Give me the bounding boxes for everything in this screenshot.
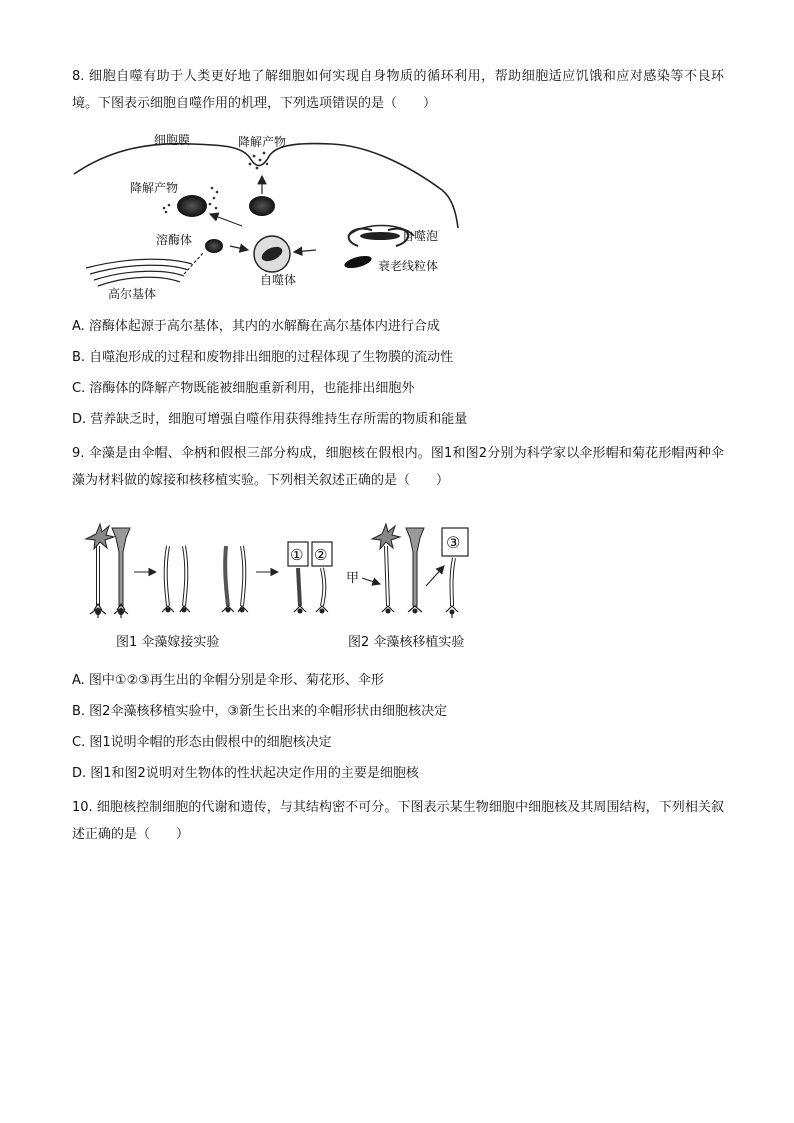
question-10-text: 10. 细胞核控制细胞的代谢和遗传，与其结构密不可分。下图表示某生物细胞中细胞核及其周围结构，下列相关叙述正确的是（ ） [72,800,724,842]
label-membrane: 细胞膜 [154,133,191,147]
mark-3: ③ [446,533,461,552]
acetabularia-figure [76,518,496,658]
q8-option-d: D. 营养缺乏时，细胞可增强自噬作用获得维持生存所需的物质和能量 [72,412,468,427]
question-9-text: 9. 伞藻是由伞帽、伞柄和假根三部分构成，细胞核在假根内。图1和图2分别为科学家以伞形帽和菊花形帽两种伞藻为材料做的嫁接和核移植实验。下列相关叙述正确的是（ ） [72,446,724,488]
star-cap [86,524,114,549]
q8-option-b: B. 自噬泡形成的过程和废物排出细胞的过程体现了生物膜的流动性 [72,350,454,365]
label-lysosome: 溶酶体 [156,233,193,247]
secondary-lysosome [177,195,207,217]
label-product-left: 降解产物 [130,181,179,195]
q9-option-a: A. 图中①②③再生出的伞帽分别是伞形、菊花形、伞形 [72,673,384,688]
umbrella-cap [112,528,130,606]
q9-option-b: B. 图2伞藻核移植实验中，③新生长出来的伞帽形状由细胞核决定 [72,704,448,719]
q8-option-a: A. 溶酶体起源于高尔基体，其内的水解酶在高尔基体内进行合成 [72,319,440,334]
mark-1: ① [290,546,304,564]
label-autophagosome: 自噬体 [260,273,297,287]
golgi-apparatus [86,259,192,286]
label-product-top: 降解产物 [238,135,287,149]
label-golgi: 高尔基体 [108,287,157,301]
autophagy-figure [72,128,462,304]
q9-option-d: D. 图1和图2说明对生物体的性状起决定作用的主要是细胞核 [72,766,419,781]
aged-mitochondrion [343,254,373,271]
q8-option-c: C. 溶酶体的降解产物既能被细胞重新利用，也能排出细胞外 [72,381,415,396]
lysosome [205,239,223,253]
exocytosis-vesicle [249,196,275,216]
q9-option-c: C. 图1说明伞帽的形态由假根中的细胞核决定 [72,735,332,750]
label-jia: 甲 [346,571,360,586]
mark-2: ② [314,546,328,564]
question-8-text: 8. 细胞自噬有助于人类更好地了解细胞如何实现自身物质的循环利用，帮助细胞适应饥饿和应对感染等不良环境。下图表示细胞自噬作用的机理，下列选项错误的是（ ） [72,69,724,111]
caption-fig1: 图1 伞藻嫁接实验 [116,635,220,650]
label-vesicle: 自噬泡 [402,229,439,243]
caption-fig2: 图2 伞藻核移植实验 [348,635,465,650]
label-mitochondrion: 衰老线粒体 [378,259,439,273]
